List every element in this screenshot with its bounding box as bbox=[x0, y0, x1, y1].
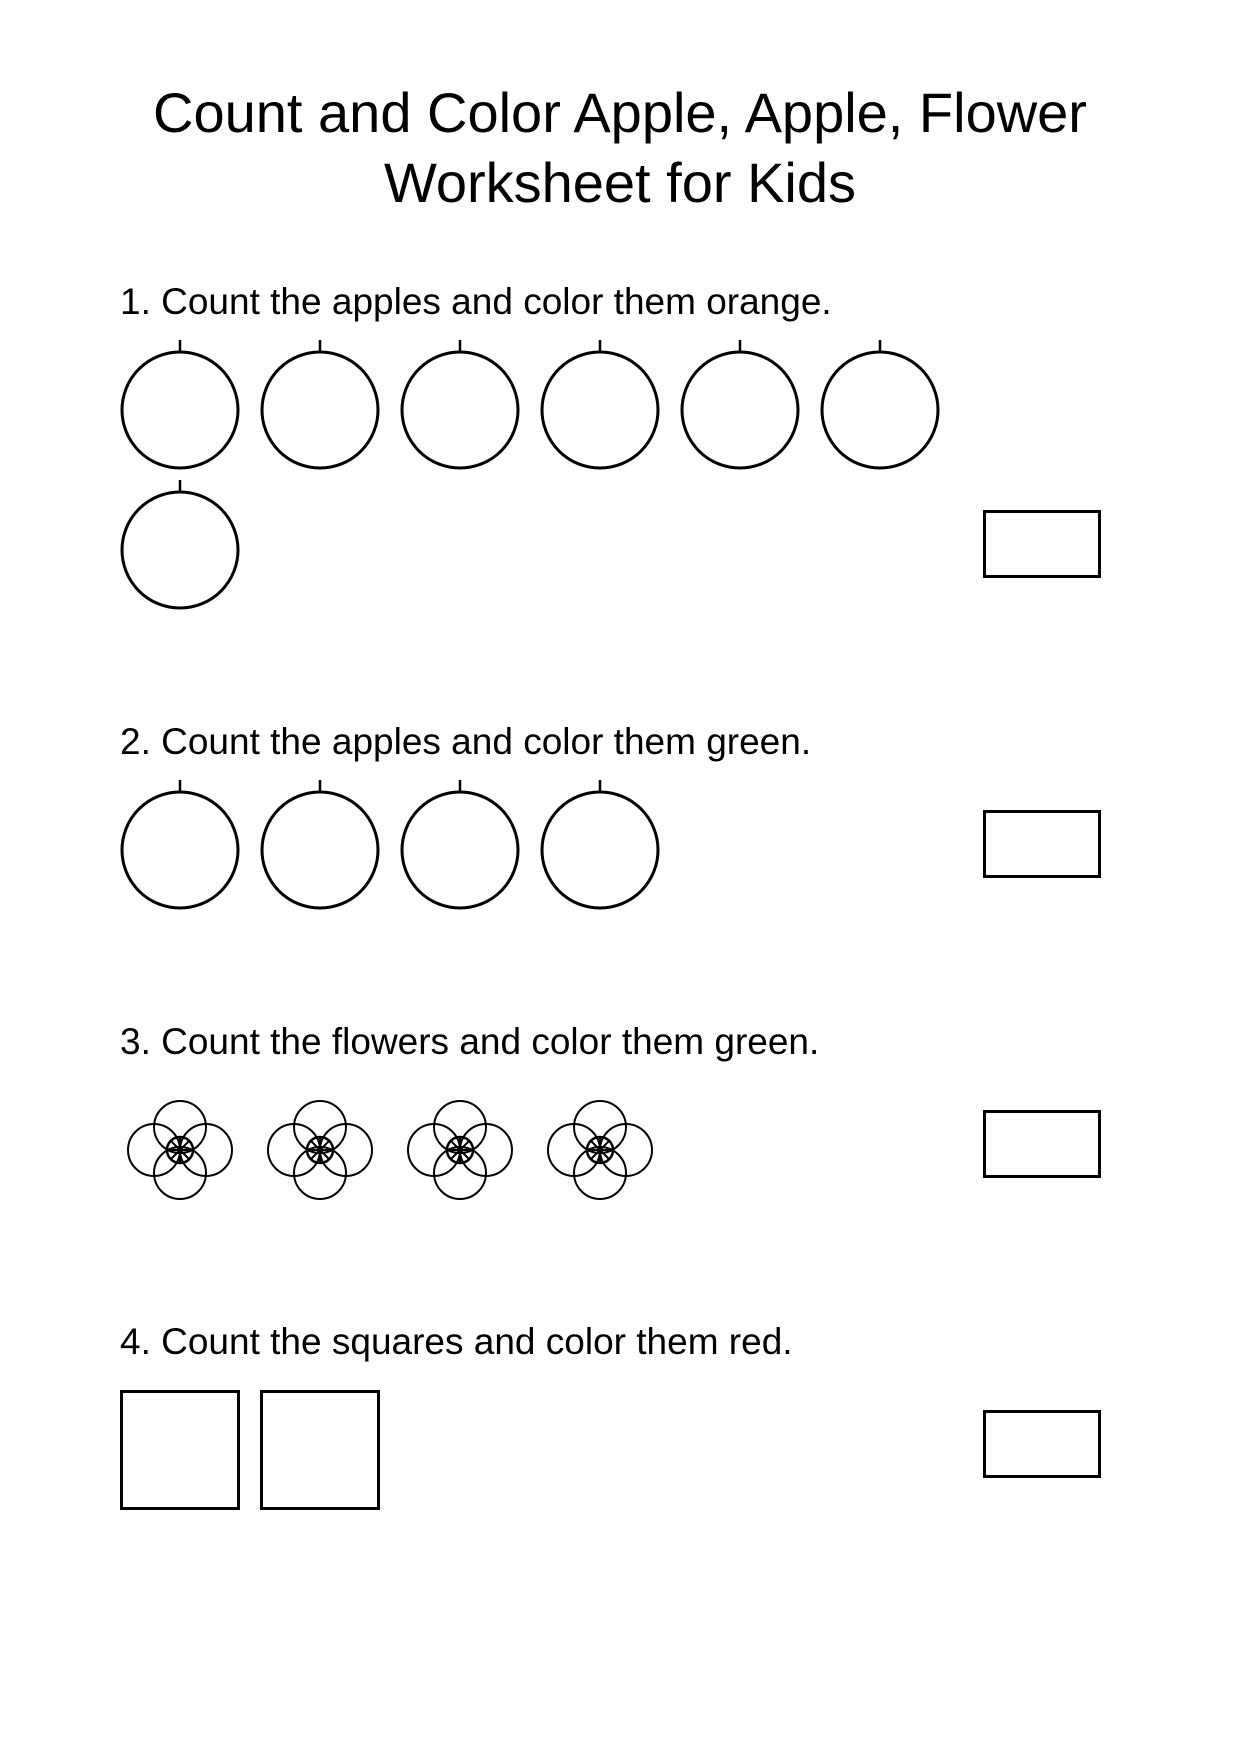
flower-icon bbox=[120, 1090, 240, 1210]
flower-icon bbox=[540, 1090, 660, 1210]
apple-icon bbox=[400, 350, 520, 470]
question-4-answer-box[interactable] bbox=[983, 1410, 1101, 1478]
question-2-text: 2. Count the apples and color them green. bbox=[120, 721, 812, 762]
question-1-text: 1. Count the apples and color them orange. bbox=[120, 281, 832, 322]
question-1-answer-box[interactable] bbox=[983, 510, 1101, 578]
apple-icon bbox=[540, 790, 660, 910]
question-2-answer-box[interactable] bbox=[983, 810, 1101, 878]
flower-icon bbox=[400, 1090, 520, 1210]
apple-icon bbox=[260, 350, 380, 470]
apple-icon bbox=[400, 790, 520, 910]
apple-icon bbox=[120, 490, 240, 610]
apple-icon bbox=[120, 790, 240, 910]
apple-icon bbox=[260, 790, 380, 910]
square-icon bbox=[120, 1390, 240, 1510]
apple-icon bbox=[120, 350, 240, 470]
apple-icon bbox=[820, 350, 940, 470]
page-title bbox=[0, 78, 1240, 218]
question-3-answer-box[interactable] bbox=[983, 1110, 1101, 1178]
title-line-1: Count and Color Apple, Apple, Flower bbox=[153, 81, 1087, 144]
apple-icon bbox=[680, 350, 800, 470]
question-3-text: 3. Count the flowers and color them green. bbox=[120, 1021, 820, 1062]
square-icon bbox=[260, 1390, 380, 1510]
question-4-text: 4. Count the squares and color them red. bbox=[120, 1321, 793, 1362]
apple-icon bbox=[540, 350, 660, 470]
title-line-2: Worksheet for Kids bbox=[383, 151, 857, 214]
flower-icon bbox=[260, 1090, 380, 1210]
